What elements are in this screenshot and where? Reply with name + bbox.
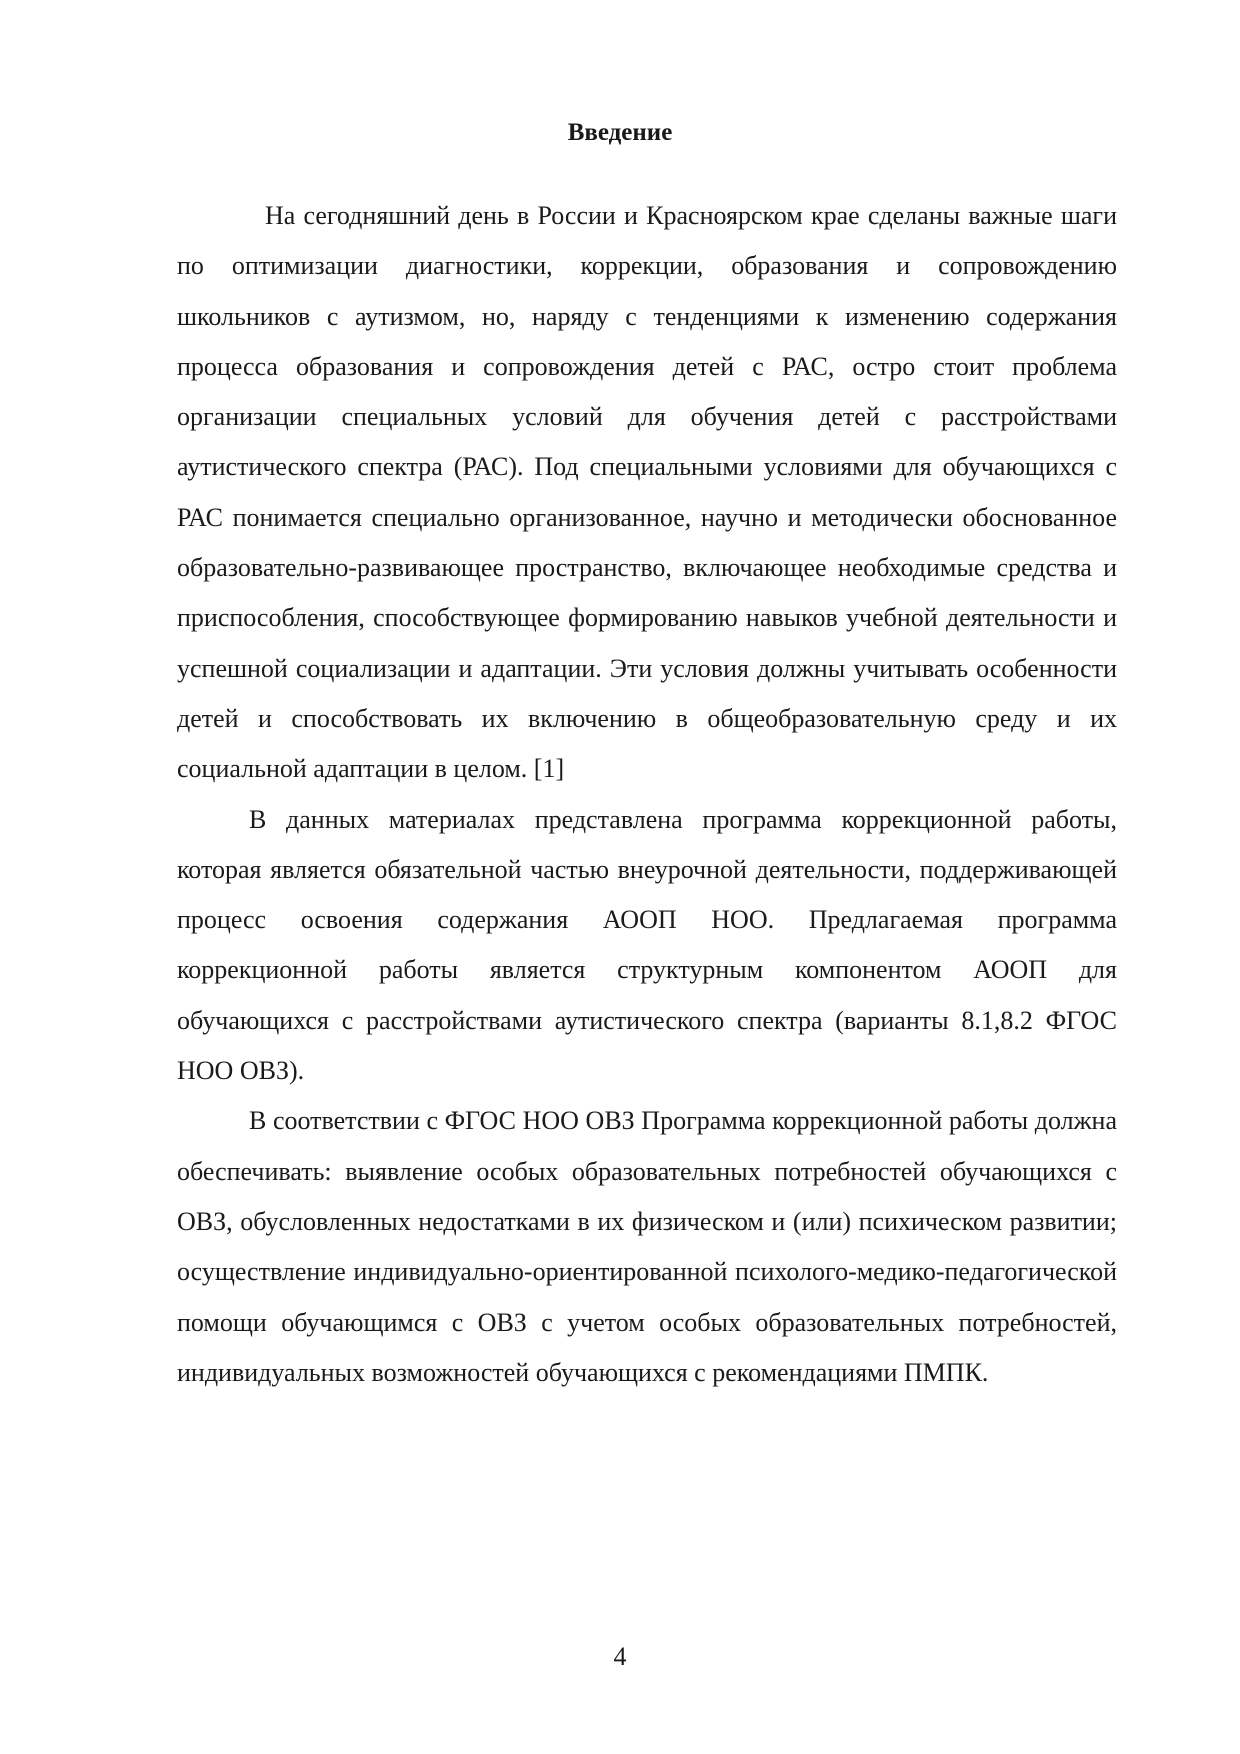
page-number: 4 [613,1642,627,1671]
section-heading: Введение [567,119,673,146]
paragraph-requirements: В соответствии с ФГОС НОО ОВЗ Программа коррекционной работы должна обеспечивать: выявление особых образовательных потребностей обучающихся с ОВЗ, обусловленных недостатками в их физическом и (или) психическом развитии; осуществление индивидуально-ориентированной психолого-медико-педагогической помощи обучающимся с ОВЗ с учетом особых образовательных потребностей, индивидуальных возможностей обучающихся с рекомендациями ПМПК. [177,1106,1117,1387]
body-text [177,191,1117,1398]
paragraph-intro: На сегодняшний день в России и Красноярском крае сделаны важные шаги по оптимизации диагностики, коррекции, образования и сопровождению школьников с аутизмом, но, наряду с тенденциями к изменению содержания процесса образования и сопровождения детей с РАС, остро стоит проблема организации специальных условий для обучения детей с расстройствами аутистического спектра (РАС). Под специальными условиями для обучающихся с РАС понимается специально организованное, научно и методически обоснованное образовательно-развивающее пространство, включающее необходимые средства и приспособления, способствующее формированию навыков учебной деятельности и успешной социализации и адаптации. Эти условия должны учитывать особенности детей и способствовать их включению в общеобразовательную среду и их социальной адаптации в целом. [1] [177,201,1117,784]
paragraph-program: В данных материалах представлена программа коррекционной работы, которая является обязательной частью внеурочной деятельности, поддерживающей процесс освоения содержания АООП НОО. Предлагаемая программа коррекционной работы является структурным компонентом АООП для обучающихся с расстройствами аутистического спектра (варианты 8.1,8.2 ФГОС НОО ОВЗ). [177,804,1117,1086]
